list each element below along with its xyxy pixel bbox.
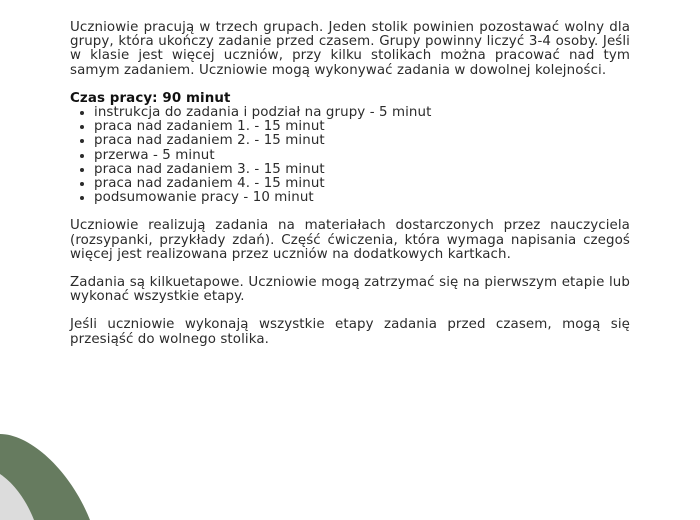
schedule-heading: Czas pracy: 90 minut <box>70 90 231 106</box>
stages-paragraph: Zadania są kilkuetapowe. Uczniowie mogą zatrzymać się na pierwszym etapie lub wykonać wszystkie etapy. <box>70 275 630 305</box>
early-finish-paragraph: Jeśli uczniowie wykonają wszystkie etapy zadania przed czasem, mogą się przesiąść do wolnego stolika. <box>70 317 630 347</box>
schedule-item: • praca nad zadaniem 3. - 15 minut <box>94 163 630 177</box>
materials-paragraph: Uczniowie realizują zadania na materiałach dostarczonych przez nauczyciela (rozsypanki, przykłady zdań). Część ćwiczenia, która wymaga napisania czegoś więcej jest realizowana przez uczniów na dodatkowych kartkach. <box>70 218 630 262</box>
schedule-list <box>70 106 630 205</box>
green-arc-shape <box>0 434 90 520</box>
schedule-item: • przerwa - 5 minut <box>94 149 630 163</box>
schedule-item: • praca nad zadaniem 4. - 15 minut <box>94 177 630 191</box>
schedule-item: • praca nad zadaniem 1. - 15 minut <box>94 120 630 134</box>
document-body <box>70 21 630 347</box>
schedule-item: • praca nad zadaniem 2. - 15 minut <box>94 134 630 148</box>
intro-paragraph: Uczniowie pracują w trzech grupach. Jeden stolik powinien pozostawać wolny dla grupy, która ukończy zadanie przed czasem. Grupy powinny liczyć 3-4 osoby. Jeśli w klasie jest więcej uczniów, przy kilku stolikach można pracować nad tym samym zadaniem. Uczniowie mogą wykonywać zadania w dowolnej kolejności. <box>70 20 630 78</box>
schedule-item: • podsumowanie pracy - 10 minut <box>94 191 630 205</box>
gray-inner-shape <box>0 474 34 520</box>
schedule-item: • instrukcja do zadania i podział na grupy - 5 minut <box>94 106 630 120</box>
